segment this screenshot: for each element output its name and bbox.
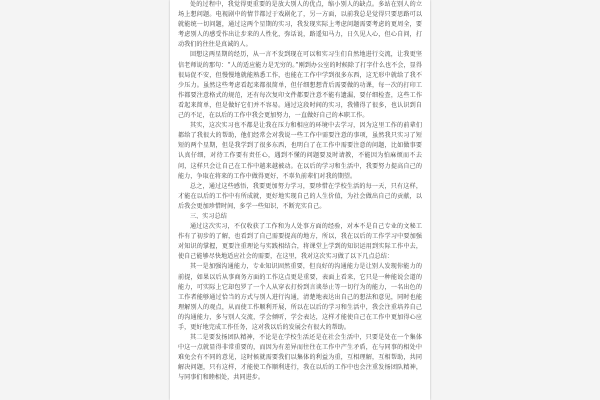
paragraph-1: 处的过程中，我觉得更重要的是放大别人的优点，缩小别人的缺点。多站在别人的立场上想问题。电视剧中的情节都过于戏剧化了，另一方面，以前我总是觉得只要思路可以就能统一切问题，通过这两个星期的实习，我发现实际上考虑问题需要考虑的更周全，要考虑别人的感受作出让步来的人性化，弥话说，路遥知马力，日久见人心，但心自问，打动我们的往往是真诚的人。 <box>178 1 422 49</box>
paragraph-2: 回想这两星期的经历，从一言不发到现在可以和实习生们自然地进行交流，让我更坚信老师说的那句：“人的适应能力是无穷的。”刚到办公室的时候除了打字什么也不会，显得很局促不安，但慢慢地就能熟悉工作，也能在工作中学到很多东西，这无形中就给了我不少压力。虽然这些考虑看起来都很简单，但仔细想想背后需要做的功课，每一次的打印工作都要注意格式的规范，还有每次复印文件都要注意不能有遗漏，要仔细检查，这些工作看起来简单，但是做好它们并不容易。通过这段时间的实习，我懂得了很多，也认识到自己的不足，在以后的工作中我会更加努力，一直做好自己的本职工作。 <box>178 51 422 120</box>
paragraph-7: 其二是要发扬团队精神，不论是在学校生活还是在社会生活中，只要是处在一个集体中这一点就显得非常重要的，而因为有差异而往往在工作中产生矛盾，在与同事的相处中难免会有不同的意见，这时候就需要我们以集体的利益为重，互相理解，互相帮助，共同解决问题，只有这样，才能使工作顺利进行，我在以后的工作中也会注重发扬团队精神，与同事们和睦相处，共同进步。 <box>178 334 422 382</box>
paragraph-3: 其实，这次实习也不都是让我在压力和相应的环境中去学习，因为这里工作的前辈们都给了我很大的帮助，他们经常会对我说一些工作中需要注意的事项，虽然我只实习了短短的两个星期，但是我学到了很多东西，也明白了在工作中需要注意的问题，比如做事要认真仔细，对待工作要有责任心，遇到不懂的问题要及时请教，不能因为怕麻烦而不去问，这样只会让自己在工作中越来越被动。在以后的学习和生活中，我要努力提高自己的能力，争取在将来的工作中做得更好，不辜负前辈们对我的期望。 <box>178 122 422 180</box>
document-body <box>170 0 430 384</box>
paragraph-5: 通过这次实习，不仅收获了工作和为人处事方面的经验，对本不是自己专业的文秘工作有了初步的了解，也看到了自己需要提高的地方，所以，我在以后的工作学习中要加强对知识的掌握，更要注重理论与实践相结合，将课堂上学到的知识运用到实际工作中去，使自己能够尽快地适应社会的需要，在这里，我对这次实习做了以下几点总结： <box>178 223 422 261</box>
paragraph-6: 其一是加强沟通能力，专业知识固然重要，但良好的沟通能力是让别人发现你能力的前提，如果以后从事商务方面的工作这点更是重要，表面上看来，它只是一种能说会道的能力，可实际上它却包罗了一个人从穿衣打扮到言谈举止等一切行为的能力，一名出色的工作者能够通过恰当的方式与别人进行沟通，清楚地表达出自己的想法和意见，同时也能理解别人的观点，从而使工作顺利开展，所以在以后的学习和生活中，我会注重培养自己的沟通能力，多与别人交流，学会倾听，学会表达，这样才能使自己在工作中更加得心应手，更好地完成工作任务，这对我以后的发展会有很大的帮助。 <box>178 263 422 331</box>
section-heading: 三、实习总结 <box>190 212 227 220</box>
paragraph-4: 总之，通过这些感悟，我要更加努力学习，要珍惜在学校生活的每一天，只有这样，才能在以后的工作中有所成就，更好地实现自己的人生价值，为社会做出自己的贡献，以后我会更加珍惜时间，多学一些知识，不断充实自己。 <box>178 182 422 210</box>
document-page <box>170 0 430 400</box>
